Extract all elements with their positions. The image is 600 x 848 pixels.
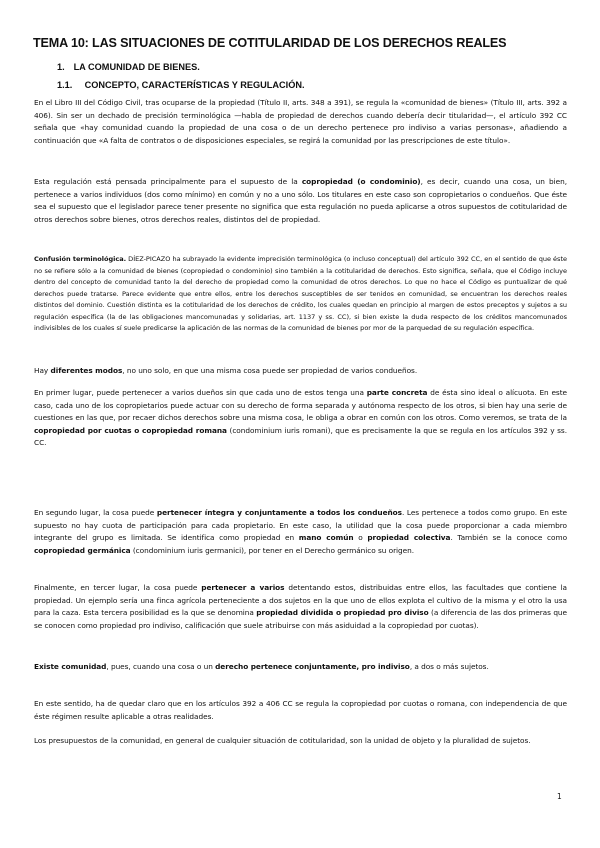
bold-run: pertenecer íntegra y conjuntamente a todos los condueños — [156, 508, 402, 517]
bold-run: parte concreta — [366, 388, 428, 397]
text-run: En primer lugar, puede pertenecer a varios dueños sin que cada uno de estos tenga una — [34, 388, 367, 397]
bold-run: copropiedad (o condominio) — [301, 177, 421, 186]
bold-run: pertenecer a varios — [201, 583, 285, 592]
text-run: En segundo lugar, la cosa puede — [34, 508, 157, 517]
text-run: detentando estos, distribuidas entre ellos, las facultades que contiene la propiedad. Un ejemplo sería una finca agrícola perteneciente a dos sujetos en la que uno de ellos explota el cultivo de la misma y el otro la usa para la caza. Esta tercera posibilidad es la que se denomina — [34, 583, 567, 618]
text-run: (a diferencia de las dos primeras que se conocen como propiedad pro indiviso, calificación que suele atribuirse con más asiduidad a la copropiedad por cuotas). — [34, 608, 568, 630]
paragraph-7 — [34, 582, 567, 632]
text-run: Esta regulación está pensada principalmente para el supuesto de la — [34, 177, 302, 186]
section-label: CONCEPTO, CARACTERÍSTICAS Y REGULACIÓN. — [84, 80, 305, 90]
bold-run: propiedad colectiva — [367, 533, 451, 543]
text-run: , pues, cuando una cosa o un — [106, 662, 216, 671]
section-heading-1-1 — [57, 80, 305, 90]
text-run: o — [353, 533, 368, 543]
text-run: Hay — [34, 366, 51, 375]
bold-run: diferentes modos — [50, 366, 123, 375]
section-label: LA COMUNIDAD DE BIENES. — [73, 62, 200, 72]
bold-run: derecho pertenece conjuntamente, pro indiviso — [215, 662, 410, 671]
text-run: de ésta sino ideal o alícuota. En este caso, cada uno de los copropietarios puede actuar con su derecho de forma separada y autónoma respecto de los otros, si bien hay una serie de cuestiones en las que, por recaer dichos derechos sobre una misma cosa, le obliga a obrar en común con los otros. Como veremos, se trata de la — [34, 388, 567, 423]
text-run: . Les pertenece a todos como grupo. En este supuesto no hay cuota de participación para cada propietario. En este caso, la utilidad que la cosa puede proporcionar a cada miembro integrante del grupo es limitada. Se identifica como propiedad en — [34, 508, 567, 543]
bold-run: Confusión terminológica. — [34, 255, 127, 263]
text-run: Finalmente, en tercer lugar, la cosa puede — [34, 583, 202, 592]
section-heading-1 — [57, 62, 200, 72]
paragraph-5 — [34, 387, 567, 450]
section-number: 1.1. — [57, 80, 73, 90]
text-run: (condominium iuris germanici), por tener en el Derecho germánico su origen. — [130, 545, 415, 555]
paragraph-9: En este sentido, ha de quedar claro que en los artículos 392 a 406 CC se regula la copropiedad por cuotas o romana, con independencia de que éste régimen resulte aplicable a otras realidades. — [34, 699, 567, 721]
text-run: (condominium iuris romani), que es precisamente la que se regula en los artículos 392 y ss. CC. — [34, 425, 567, 448]
paragraph-2 — [34, 176, 567, 226]
bold-run: copropiedad germánica — [34, 545, 131, 555]
paragraph-10: Los presupuestos de la comunidad, en general de cualquier situación de cotitularidad, son la unidad de objeto y la pluralidad de sujetos. — [34, 736, 531, 745]
text-run: , es decir, cuando una cosa, un bien, pertenece a varios individuos (dos como mínimo) en común y no a uno sólo. Los titulares en este caso son copropietarios o condueños. Que éste sea el supuesto que el legislador parece tener presente no significa que esta regulación no pueda aplicarse a otros supuestos de cotitularidad de otros derechos sobre bienes, otros derechos reales, distintos del de propiedad. — [34, 177, 567, 224]
paragraph-1: En el Libro III del Código Civil, tras ocuparse de la propiedad (Título II, arts. 348 a 391), se regula la «comunidad de bienes» (Título III, arts. 392 a 406). Sin ser un dechado de precisión terminológica —habla de propiedad de derechos cuando debería decir titularidad—, el artículo 392 CC señala que «hay comunidad cuando la propiedad de una cosa o de un derecho pertenece pro indiviso a varias personas», añadiendo a continuación que «A falta de contratos o de disposiciones especiales, se regirá la comunidad por las prescripciones de este título». — [34, 98, 567, 145]
bold-run: Existe comunidad — [34, 662, 107, 671]
paragraph-8 — [34, 661, 567, 674]
text-run: DÍEZ-PICAZO ha subrayado la evidente imprecisión terminológica (o incluso conceptual) del artículo 392 CC, en el sentido de que éste no se refiere sólo a la comunidad de bienes (copropiedad o condominio) sino también a la cotitularidad de derechos. Esto significa, señala, que el Código incluye dentro del concepto de comunidad tanto la del derecho de propiedad como la comunidad de otros derechos. Lo que no hace el Código es puntualizar de qué derechos puede tratarse. Parece evidente que entre ellos, entre los derechos susceptibles de ser tenidos en comunidad, se encuentran los derechos reales distintos del dominio. Cuestión distinta es la cotitularidad de los derechos de crédito, los cuales quedan en principio al margen de estos preceptos y sujetos a su regulación específica (la de las obligaciones mancomunadas y solidarias, art. 1137 y ss. CC), si bien existe la duda respecto de los créditos mancomunados indivisibles de los cuales sí suele predicarse la aplicación de las normas de la comunidad de bienes por mor de la parquedad de su regulación específica. — [34, 255, 568, 333]
bold-run: propiedad dividida o propiedad pro diviso — [256, 608, 429, 618]
text-run: , no uno solo, en que una misma cosa puede ser propiedad de varios condueños. — [122, 366, 418, 375]
text-run: , a dos o más sujetos. — [409, 662, 489, 671]
page-number: 1 — [557, 792, 562, 801]
section-number: 1. — [57, 62, 65, 72]
bold-run: mano común — [298, 533, 354, 543]
paragraph-4 — [34, 365, 567, 378]
text-run: . También se la conoce como — [450, 533, 568, 543]
bold-run: copropiedad por cuotas o copropiedad romana — [34, 425, 227, 435]
page-title: TEMA 10: LAS SITUACIONES DE COTITULARIDAD DE LOS DERECHOS REALES — [33, 36, 507, 50]
paragraph-6 — [34, 507, 567, 557]
paragraph-3 — [34, 254, 567, 335]
